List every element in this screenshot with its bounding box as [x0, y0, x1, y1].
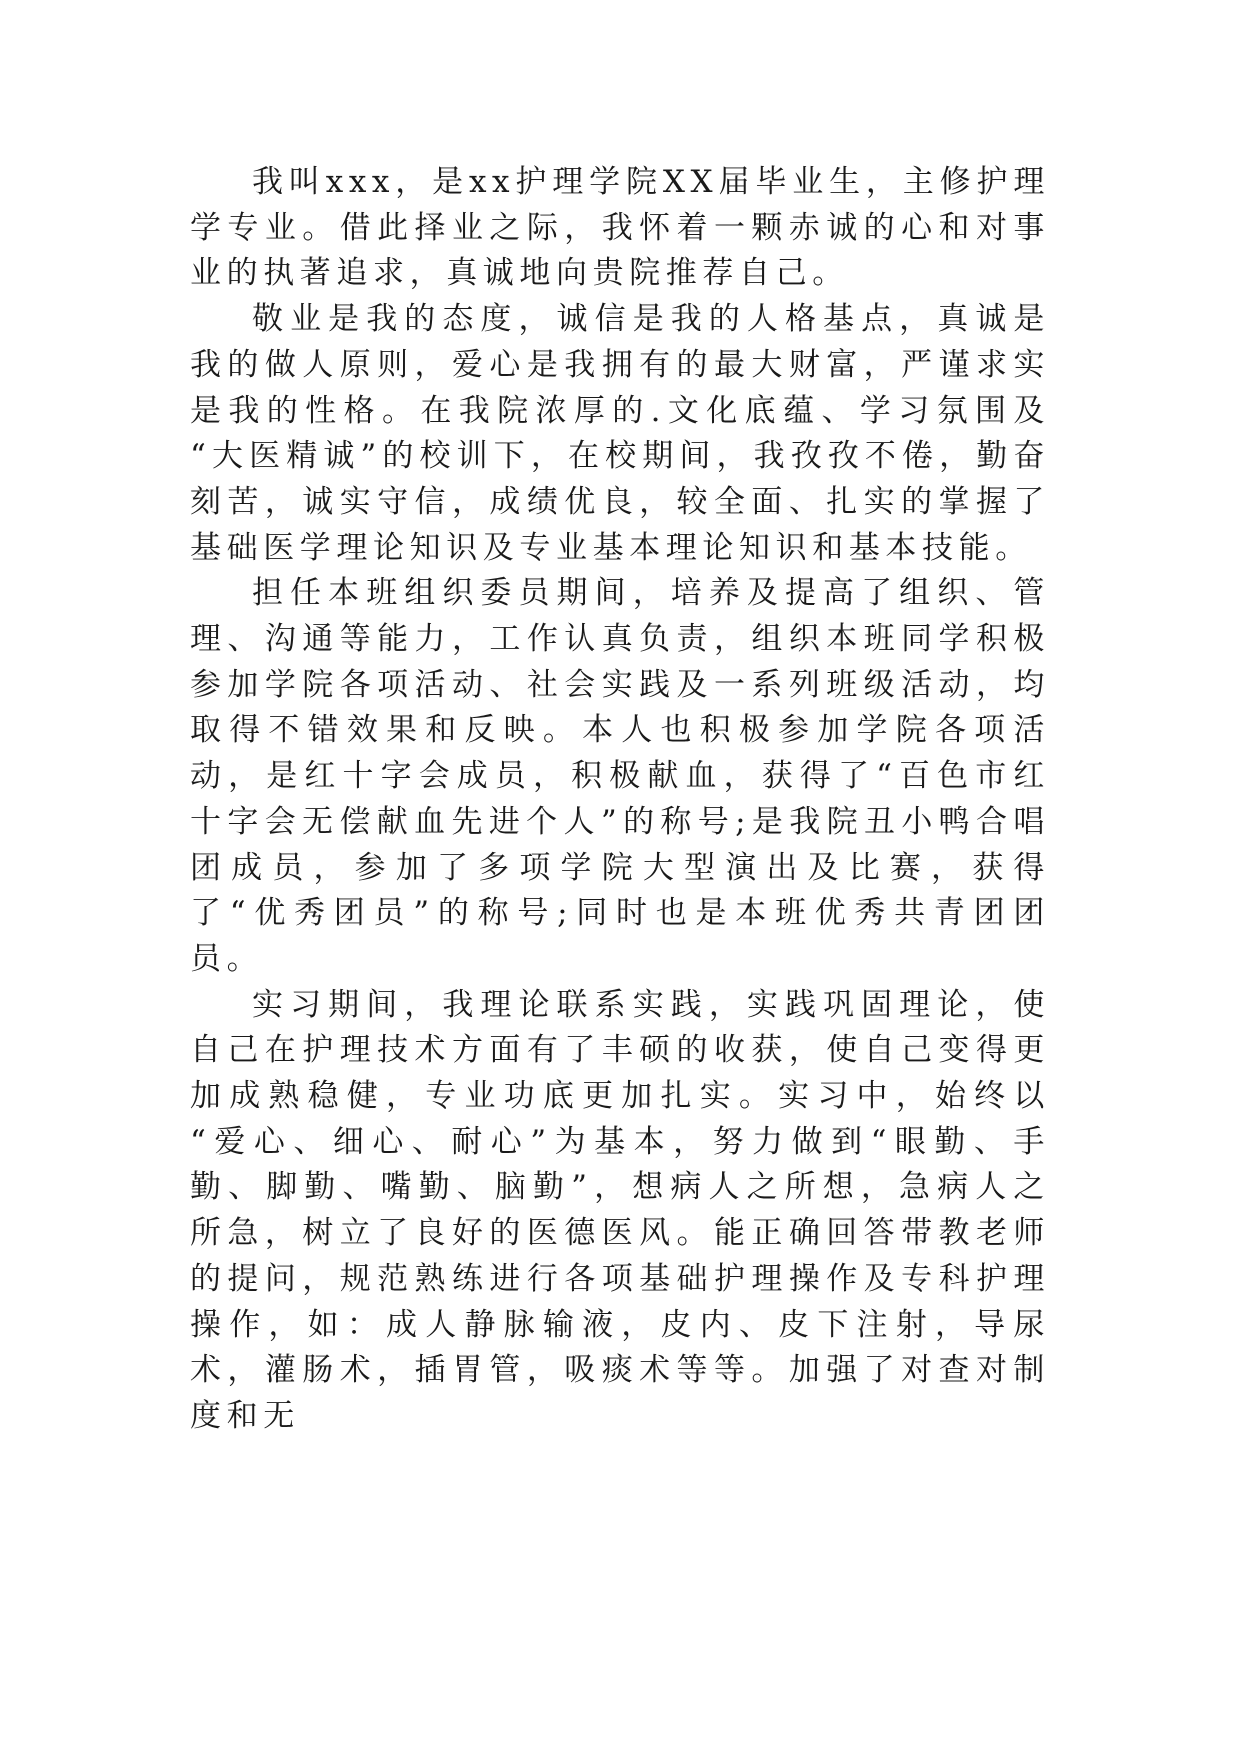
paragraph-introduction: 我叫xxx，是xx护理学院XX届毕业生，主修护理学专业。借此择业之际，我怀着一颗赤诚的心和对事业的执著追求，真诚地向贵院推荐自己。	[190, 164, 1050, 292]
document-body	[190, 160, 1050, 1440]
paragraph-class-committee: 担任本班组织委员期间，培养及提高了组织、管理、沟通等能力，工作认真负责，组织本班同学积极参加学院各项活动、社会实践及一系列班级活动，均取得不错效果和反映。本人也积极参加学院各项活动，是红十字会成员，积极献血，获得了“百色市红十字会无偿献血先进个人”的称号;是我院丑小鸭合唱团成员，参加了多项学院大型演出及比赛，获得了“优秀团员”的称号;同时也是本班优秀共青团团员。	[190, 575, 1050, 977]
paragraph-character: 敬业是我的态度，诚信是我的人格基点，真诚是我的做人原则，爱心是我拥有的最大财富，严谨求实是我的性格。在我院浓厚的.文化底蕴、学习氛围及 “大医精诚”的校训下，在校期间，我孜孜不倦，勤奋刻苦，诚实守信，成绩优良，较全面、扎实的掌握了基础医学理论知识及专业基本理论知识和基本技能。	[190, 301, 1050, 566]
paragraph-internship: 实习期间，我理论联系实践，实践巩固理论，使自己在护理技术方面有了丰硕的收获，使自己变得更加成熟稳健，专业功底更加扎实。实习中，始终以 “爱心、细心、耐心”为基本，努力做到“眼勤、手勤、脚勤、嘴勤、脑勤”，想病人之所想，急病人之所急，树立了良好的医德医风。能正确回答带教老师的提问，规范熟练进行各项基础护理操作及专科护理操作，如：成人静脉输液，皮内、皮下注射，导尿术，灌肠术，插胃管，吸痰术等等。加强了对查对制度和无	[190, 986, 1050, 1434]
